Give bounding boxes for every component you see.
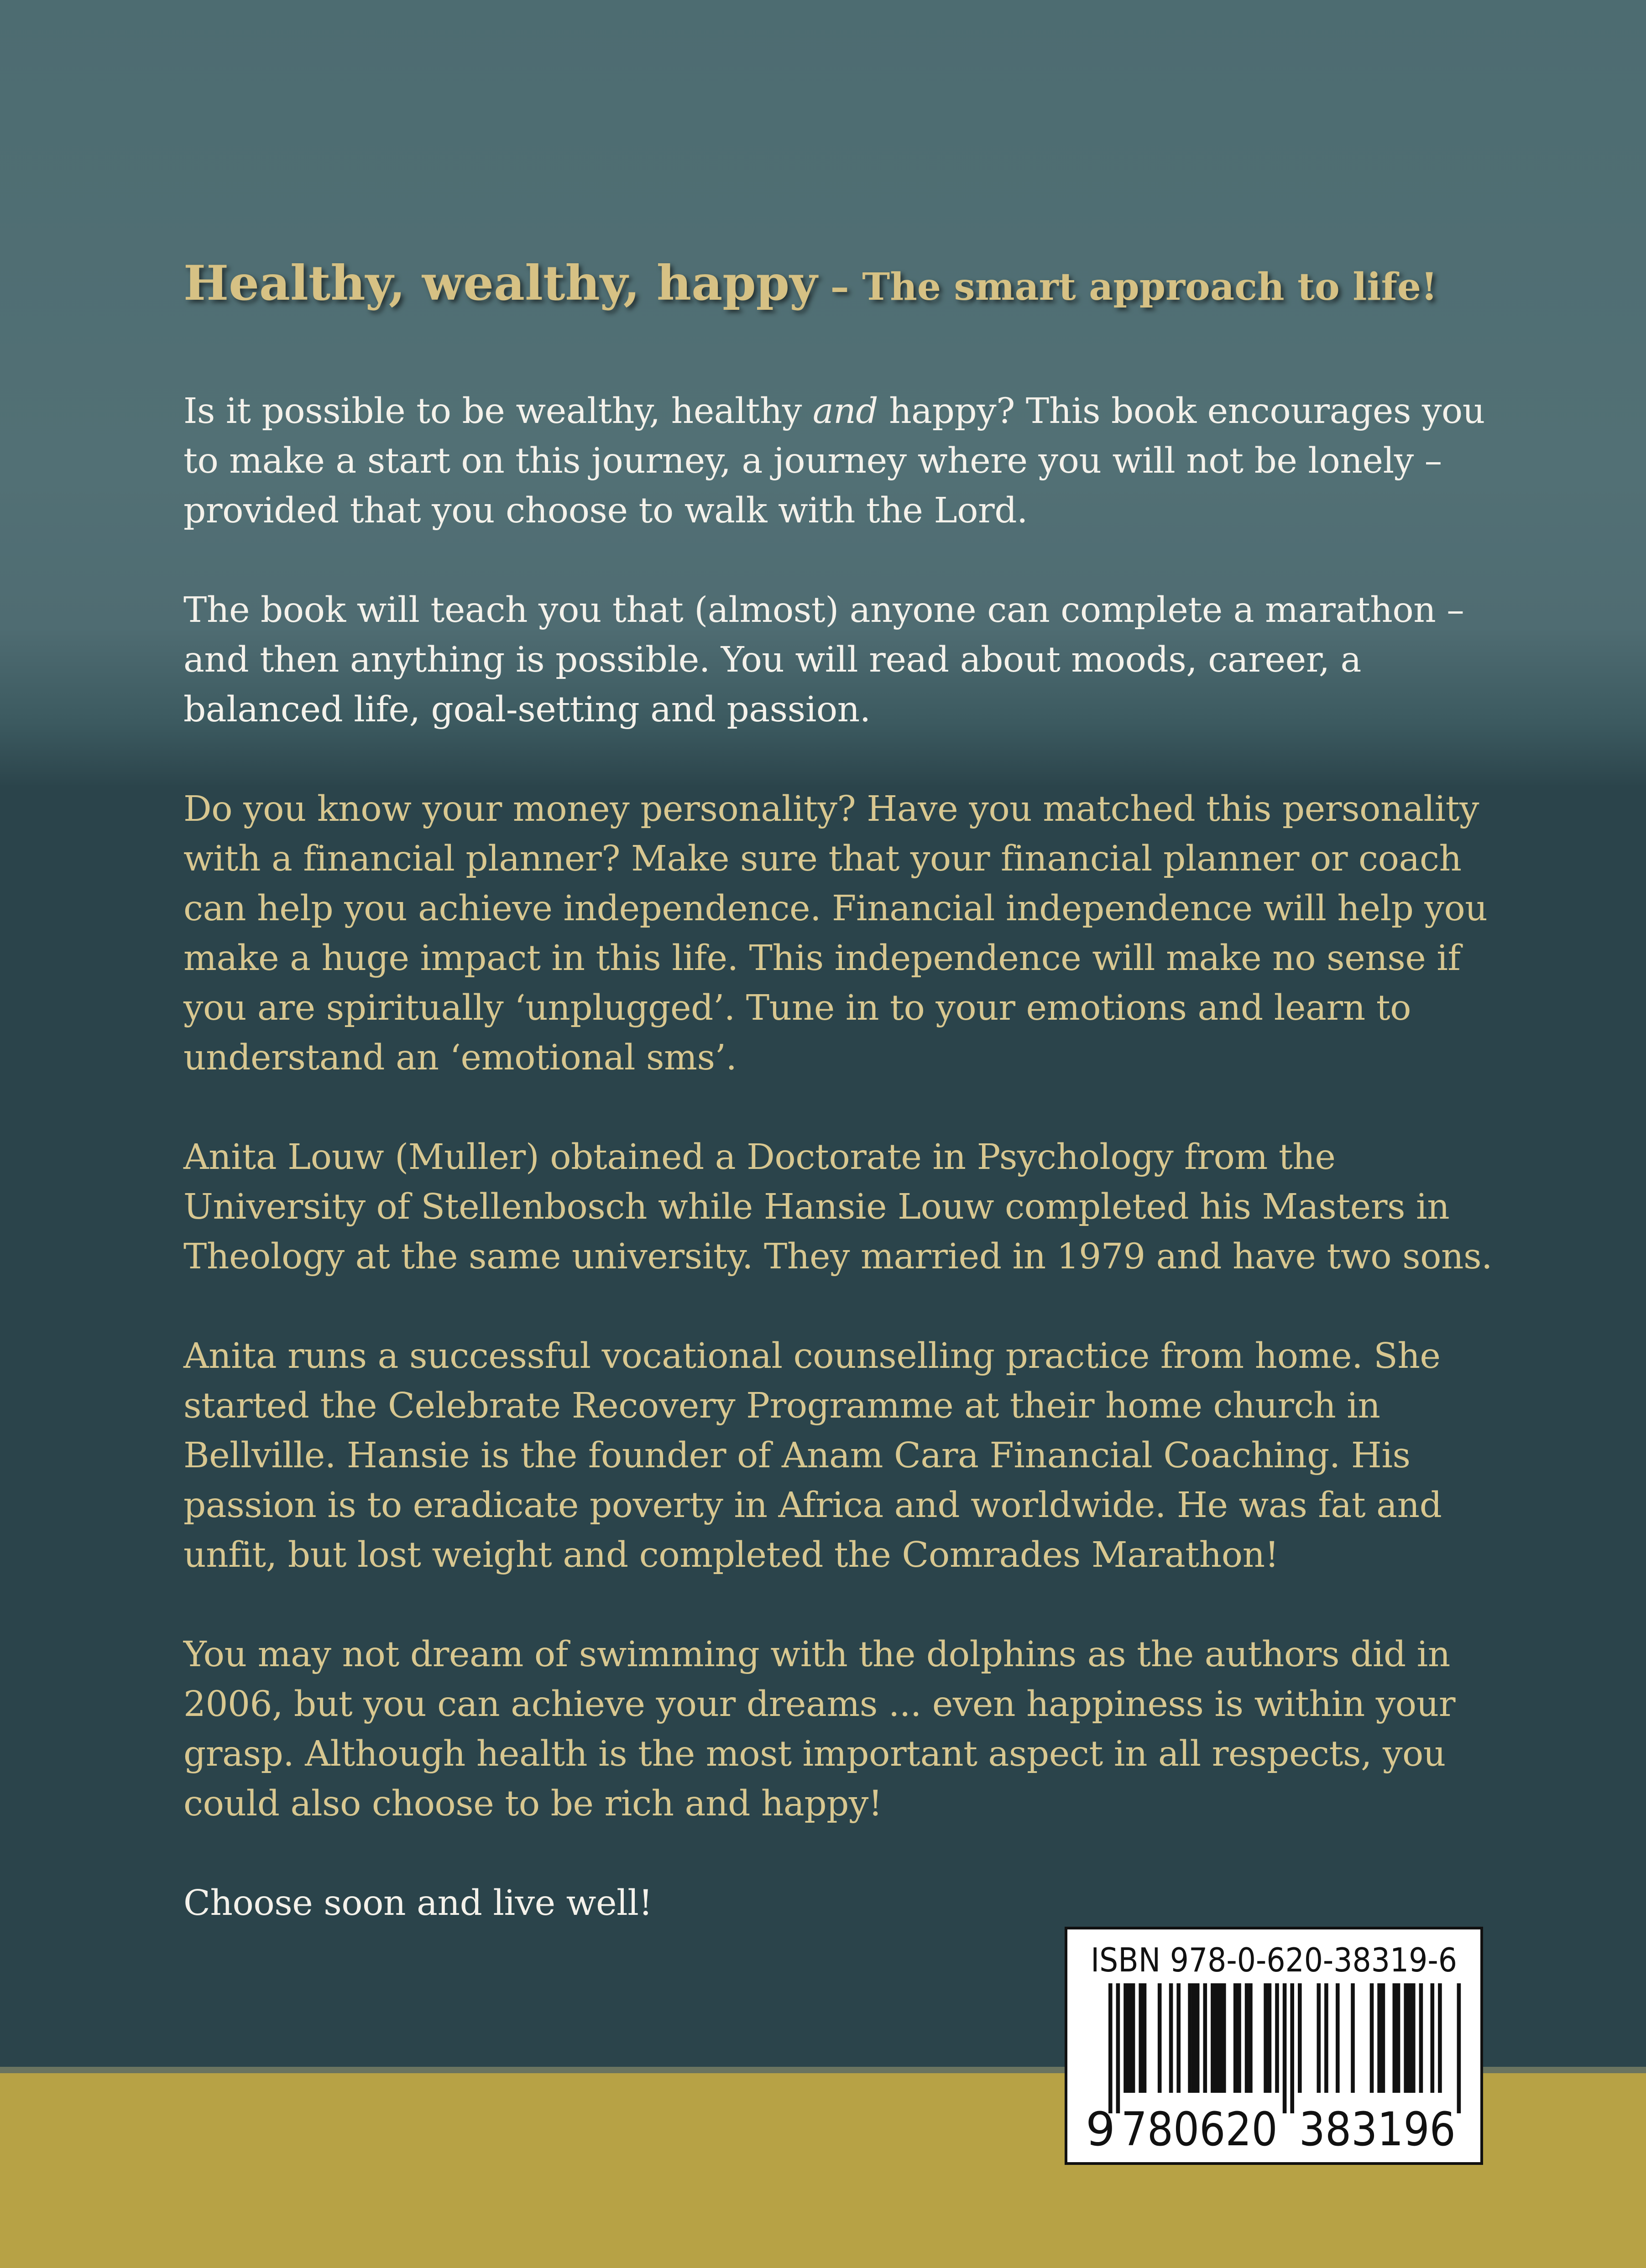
barcode <box>1086 1983 1462 2157</box>
paragraph-text: Do you know your money personality? Have you matched this personality with a financial planner? Make sure that your financial planner or coach can help you achieve independence. Financial independence will help you make a huge impact in this life. This independence will make no sense if you are spiritually ‘unplugged’. Tune in to your emotions and learn to understand an ‘emotional sms’. <box>183 789 1488 1078</box>
barcode-bar <box>1275 1983 1279 2093</box>
paragraph-text: happy? This book encourages you to make a start on this journey, a journey where you will not be lonely – provided that you choose to walk with the Lord. <box>183 391 1485 531</box>
paragraph-text: You may not dream of swimming with the dolphins as the authors did in 2006, but you can achieve your dreams ... even happiness is within your grasp. Although health is the most important aspect in all respects, you could also choose to be rich and happy! <box>183 1634 1456 1824</box>
barcode-bar <box>1192 1983 1196 2093</box>
paragraph-text: Anita runs a successful vocational counselling practice from home. She started the Celebrate Recovery Programme at their home church in Bellville. Hansie is the founder of Anam Cara Financial Coaching. His passion is to eradicate poverty in Africa and worldwide. He was fat and unfit, but lost weight and completed the Comrades Marathon! <box>183 1336 1442 1575</box>
barcode-digits: 9 <box>1086 2102 1115 2157</box>
paragraph-text: The book will teach you that (almost) anyone can complete a marathon – and then anything is possible. You will read about moods, career, a balanced life, goal-setting and passion. <box>183 590 1464 730</box>
barcode-bar <box>1222 1983 1226 2093</box>
emphasis-text: and <box>812 391 878 432</box>
isbn-barcode-box <box>1065 1927 1483 2165</box>
barcode-bar <box>1298 1983 1302 2093</box>
blurb-paragraphs <box>183 386 1498 1928</box>
barcode-bar <box>1176 1983 1181 2093</box>
barcode-bar <box>1188 1983 1192 2093</box>
blurb-paragraph <box>183 1331 1498 1580</box>
headline-subtitle: – The smart approach to life! <box>817 265 1438 309</box>
barcode-bar <box>1393 1983 1397 2093</box>
barcode-bar <box>1290 1983 1294 2113</box>
blurb-content <box>183 249 1498 1978</box>
barcode-bar <box>1108 1983 1113 2113</box>
blurb-paragraph <box>183 784 1498 1083</box>
barcode-bar <box>1249 1983 1253 2093</box>
barcode-bar <box>1264 1983 1268 2093</box>
blurb-paragraph <box>183 1132 1498 1282</box>
barcode-bar <box>1237 1983 1241 2093</box>
barcode-digits: 780620 <box>1121 2102 1278 2157</box>
barcode-bar <box>1419 1983 1423 2093</box>
barcode-bar <box>1143 1983 1147 2093</box>
barcode-bar <box>1214 1983 1218 2093</box>
barcode-bar <box>1169 1983 1173 2093</box>
barcode-bar <box>1324 1983 1328 2093</box>
headline-main: Healthy, wealthy, happy <box>183 255 818 311</box>
barcode-bar <box>1203 1983 1207 2093</box>
barcode-bar <box>1116 1983 1120 2113</box>
barcode-bar <box>1408 1983 1412 2093</box>
barcode-bar <box>1438 1983 1442 2093</box>
barcode-bar <box>1139 1983 1143 2093</box>
blurb-paragraph <box>183 585 1498 735</box>
blurb-paragraph <box>183 1630 1498 1829</box>
barcode-bar <box>1351 1983 1355 2093</box>
headline <box>183 249 1498 332</box>
paragraph-text: Choose soon and live well! <box>183 1883 653 1924</box>
barcode-bar <box>1411 1983 1416 2093</box>
barcode-bar <box>1396 1983 1400 2093</box>
barcode-bar <box>1158 1983 1162 2093</box>
blurb-paragraph <box>183 1878 1498 1928</box>
barcode-bar <box>1404 1983 1408 2093</box>
barcode-bar <box>1283 1983 1287 2113</box>
barcode-digits: 383196 <box>1299 2102 1456 2157</box>
barcode-bar <box>1128 1983 1132 2093</box>
barcode-bar <box>1370 1983 1374 2093</box>
barcode-bar <box>1336 1983 1340 2093</box>
barcode-bar <box>1211 1983 1215 2093</box>
barcode-bar <box>1131 1983 1135 2093</box>
barcode-bar <box>1457 1983 1461 2113</box>
barcode-bar <box>1123 1983 1128 2093</box>
barcode-bar <box>1268 1983 1272 2093</box>
barcode-bar <box>1196 1983 1200 2093</box>
barcode-bar <box>1381 1983 1385 2093</box>
barcode-bar <box>1245 1983 1249 2093</box>
barcode-bar <box>1377 1983 1381 2093</box>
paragraph-text: Is it possible to be wealthy, healthy <box>183 391 813 432</box>
barcode-bar <box>1218 1983 1223 2093</box>
blurb-paragraph <box>183 386 1498 536</box>
barcode-bar <box>1431 1983 1435 2093</box>
paragraph-text: Anita Louw (Muller) obtained a Doctorate in Psychology from the University of Stellenbosch while Hansie Louw completed his Masters in Theology at the same university. They married in 1979 and have two sons. <box>183 1137 1493 1277</box>
isbn-label: ISBN 978-0-620-38319-6 <box>1091 1941 1457 1979</box>
barcode-bar <box>1317 1983 1321 2093</box>
barcode-bar <box>1233 1983 1238 2093</box>
